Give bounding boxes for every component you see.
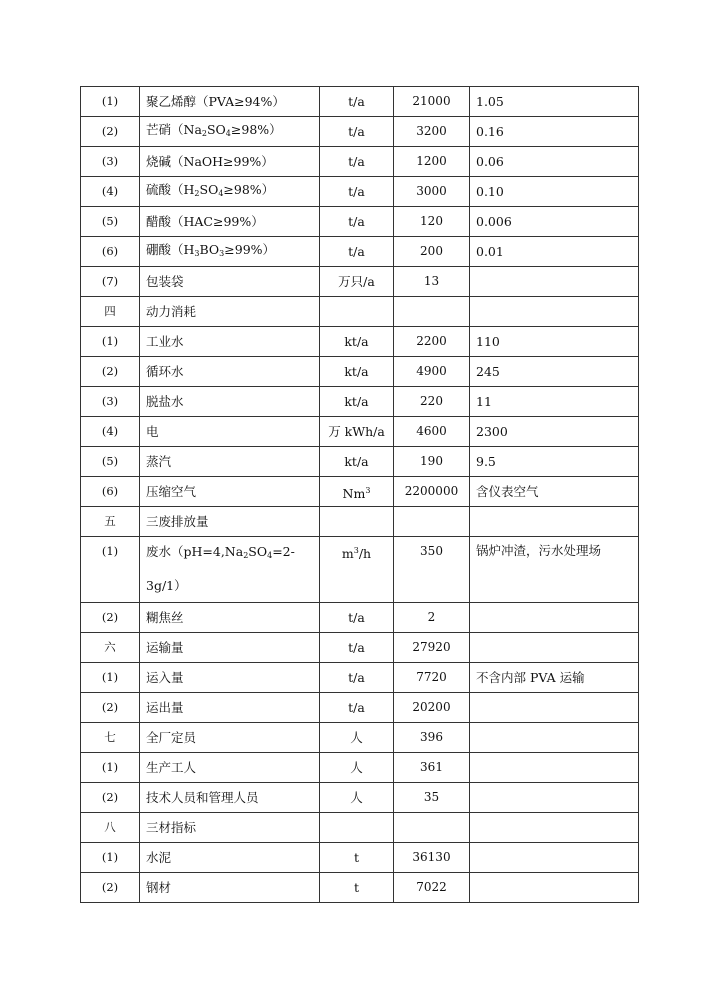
item-unit: 人 [320,783,394,813]
item-unit: 人 [320,753,394,783]
item-note [470,267,639,297]
item-note: 0.10 [470,177,639,207]
item-note: 2300 [470,417,639,447]
table-row [81,693,639,723]
item-unit: kt/a [320,327,394,357]
item-note: 锅炉冲渣，污水处理场 [470,537,639,603]
section-row [81,507,639,537]
item-note [470,813,639,843]
item-unit: t/a [320,603,394,633]
item-note: 含仪表空气 [470,477,639,507]
section-row [81,633,639,663]
row-number: (1) [81,327,140,357]
item-value: 20200 [394,693,470,723]
item-value: 2200 [394,327,470,357]
section-row [81,813,639,843]
item-name: 包装袋 [140,267,320,297]
item-value [394,507,470,537]
table-row [81,357,639,387]
item-name: 烧碱（NaOH≥99%） [140,147,320,177]
table-row [81,147,639,177]
item-unit: t [320,843,394,873]
section-number: 四 [81,297,140,327]
section-number: 五 [81,507,140,537]
item-note: 0.006 [470,207,639,237]
item-unit: 万 kWh/a [320,417,394,447]
item-value: 220 [394,387,470,417]
item-unit: kt/a [320,387,394,417]
item-name: 运入量 [140,663,320,693]
item-name: 糊焦丝 [140,603,320,633]
item-value: 4900 [394,357,470,387]
section-title: 动力消耗 [140,297,320,327]
item-name: 生产工人 [140,753,320,783]
item-unit: t/a [320,87,394,117]
item-unit: kt/a [320,357,394,387]
item-name: 水泥 [140,843,320,873]
table-row [81,237,639,267]
item-value: 350 [394,537,470,603]
item-value: 2200000 [394,477,470,507]
row-number: (6) [81,237,140,267]
row-number: (3) [81,147,140,177]
row-number: (1) [81,753,140,783]
section-row [81,297,639,327]
table-row [81,537,639,603]
table-row [81,843,639,873]
table-row [81,663,639,693]
table-row [81,603,639,633]
item-unit: 万只/a [320,267,394,297]
item-value: 7720 [394,663,470,693]
item-unit: t/a [320,177,394,207]
item-name: 压缩空气 [140,477,320,507]
item-note [470,843,639,873]
table-row [81,783,639,813]
item-note [470,507,639,537]
item-value: 3000 [394,177,470,207]
item-note: 11 [470,387,639,417]
table-row [81,207,639,237]
item-value: 190 [394,447,470,477]
item-note: 9.5 [470,447,639,477]
item-value: 36130 [394,843,470,873]
table-row [81,117,639,147]
item-value [394,297,470,327]
row-number: (1) [81,843,140,873]
item-note: 110 [470,327,639,357]
table-row [81,447,639,477]
item-value: 1200 [394,147,470,177]
item-value: 7022 [394,873,470,903]
section-number: 六 [81,633,140,663]
item-name: 循环水 [140,357,320,387]
item-note: 1.05 [470,87,639,117]
item-note [470,783,639,813]
section-title: 运输量 [140,633,320,663]
table-row [81,177,639,207]
item-value: 200 [394,237,470,267]
item-name: 脱盐水 [140,387,320,417]
item-note: 245 [470,357,639,387]
row-number: (2) [81,117,140,147]
item-unit [320,297,394,327]
item-note [470,873,639,903]
section-row [81,723,639,753]
item-unit: t/a [320,693,394,723]
item-note [470,693,639,723]
item-unit: t/a [320,147,394,177]
item-value: 396 [394,723,470,753]
row-number: (1) [81,87,140,117]
section-number: 八 [81,813,140,843]
item-value: 13 [394,267,470,297]
item-unit: t/a [320,633,394,663]
item-note [470,723,639,753]
table-row [81,387,639,417]
item-value [394,813,470,843]
item-note [470,297,639,327]
row-number: (2) [81,873,140,903]
table-row [81,753,639,783]
item-note: 0.16 [470,117,639,147]
table-row [81,327,639,357]
item-unit: t/a [320,117,394,147]
item-value: 2 [394,603,470,633]
section-number: 七 [81,723,140,753]
item-name: 电 [140,417,320,447]
item-value: 35 [394,783,470,813]
item-unit: t/a [320,237,394,267]
item-unit: 人 [320,723,394,753]
item-note [470,753,639,783]
item-unit [320,813,394,843]
item-name: 硼酸$(H_3BO_3\ge 99\%)$ [140,237,320,267]
item-name: 芒硝$(Na_2SO_4\ge 98\%)$ [140,117,320,147]
item-note: 0.01 [470,237,639,267]
row-number: (5) [81,447,140,477]
row-number: (5) [81,207,140,237]
item-name: 钢材 [140,873,320,903]
item-value: 361 [394,753,470,783]
item-unit: Nm$^3$ [320,477,394,507]
row-number: (6) [81,477,140,507]
table-row [81,267,639,297]
table-row [81,417,639,447]
item-unit: t [320,873,394,903]
item-name: 醋酸（HAC≥99%） [140,207,320,237]
table-row [81,87,639,117]
item-note: 不含内部 PVA 运输 [470,663,639,693]
item-name: 废水$(pH=4,Na_2SO_4=2-3g/1)$ [140,537,320,603]
row-number: (1) [81,663,140,693]
item-value: 120 [394,207,470,237]
item-unit [320,507,394,537]
item-unit: kt/a [320,447,394,477]
row-number: (1) [81,537,140,603]
table-row [81,873,639,903]
item-name: 工业水 [140,327,320,357]
row-number: (2) [81,357,140,387]
row-number: (2) [81,693,140,723]
item-note: 0.06 [470,147,639,177]
item-unit: t/a [320,207,394,237]
row-number: (4) [81,177,140,207]
item-name: 运出量 [140,693,320,723]
item-name: 硫酸$(H_2SO_4\ge 98\%)$ [140,177,320,207]
item-note [470,603,639,633]
row-number: (7) [81,267,140,297]
row-number: (3) [81,387,140,417]
row-number: (2) [81,783,140,813]
item-unit: t/a [320,663,394,693]
item-value: 21000 [394,87,470,117]
item-name: 技术人员和管理人员 [140,783,320,813]
item-name: 蒸汽 [140,447,320,477]
item-value: 3200 [394,117,470,147]
item-name: 聚乙烯醇（PVA≥94%） [140,87,320,117]
row-number: (2) [81,603,140,633]
section-title: 全厂定员 [140,723,320,753]
row-number: (4) [81,417,140,447]
item-value: 4600 [394,417,470,447]
item-note [470,633,639,663]
table-row [81,477,639,507]
item-unit: $m^3/h$ [320,537,394,603]
consumption-spec-table [80,86,639,903]
section-title: 三材指标 [140,813,320,843]
section-title: 三废排放量 [140,507,320,537]
item-value: 27920 [394,633,470,663]
